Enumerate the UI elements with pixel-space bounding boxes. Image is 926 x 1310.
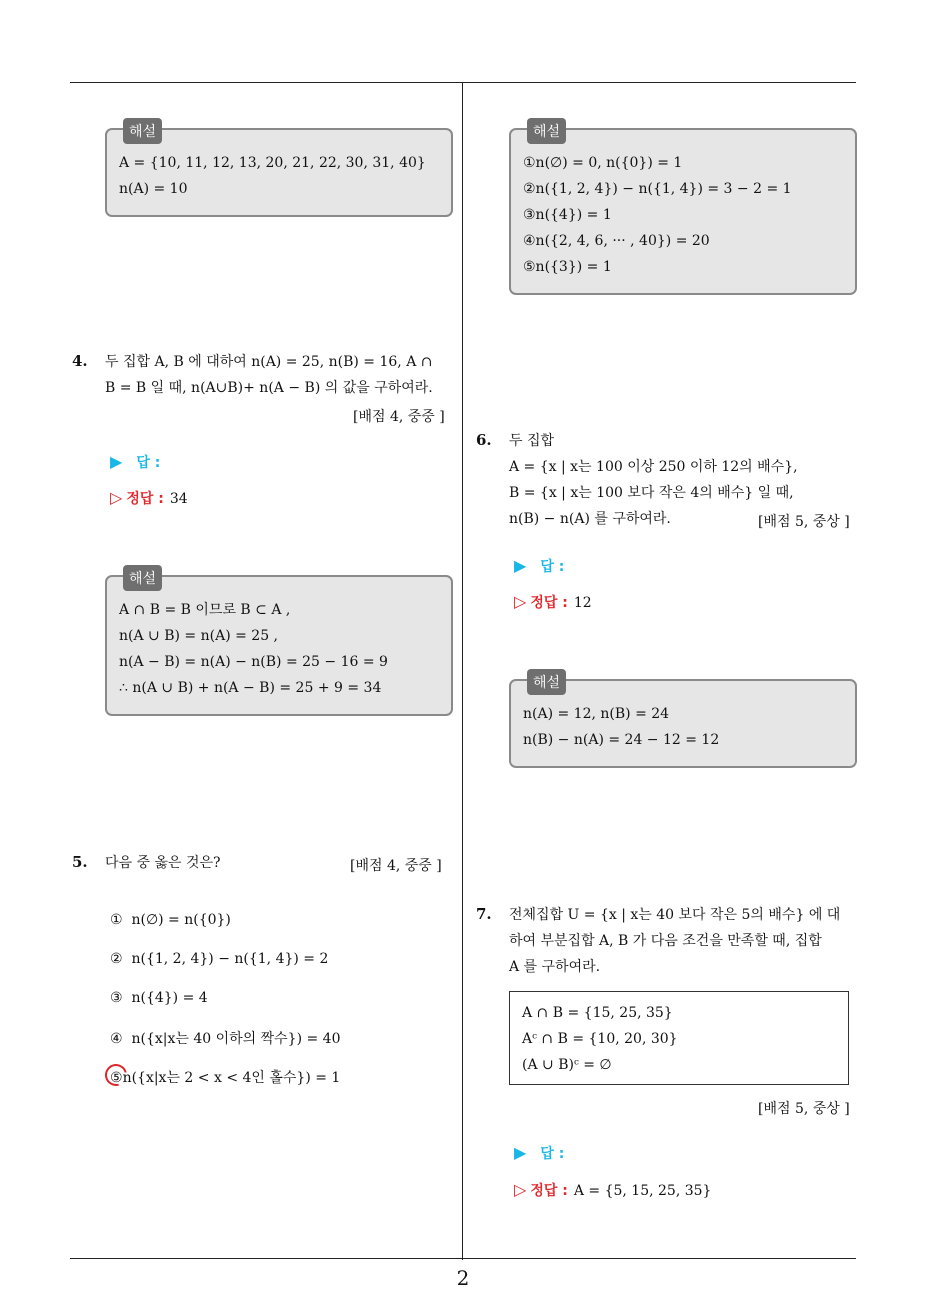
solution-line: n(A − B) = n(A) − n(B) = 25 − 16 = 9 xyxy=(119,654,388,670)
condition-box xyxy=(509,991,849,1085)
play-triangle-icon: ▶ xyxy=(514,1143,527,1162)
option-3 xyxy=(110,990,208,1006)
correct-label: 정답 : xyxy=(530,595,568,611)
play-triangle-icon: ▶ xyxy=(110,452,123,471)
option-mark: ③ xyxy=(110,990,123,1006)
question-4-meta: [배점 4, 중중 ] xyxy=(353,409,445,425)
top-rule xyxy=(70,82,856,83)
option-text: n({x|x는 2 < x < 4인 홀수}) = 1 xyxy=(122,1070,341,1086)
solution-line: n(A) = 12, n(B) = 24 xyxy=(523,706,670,722)
option-text: n(∅) = n({0}) xyxy=(131,912,231,928)
solution-line: ③n({4}) = 1 xyxy=(523,207,612,223)
question-6-correct xyxy=(514,592,592,612)
solution-line: A = {10, 11, 12, 13, 20, 21, 22, 30, 31, 40} xyxy=(119,155,426,171)
solution-box-q6 xyxy=(509,675,857,768)
question-7-meta: [배점 5, 중상 ] xyxy=(758,1101,850,1117)
question-number-4: 4. xyxy=(72,352,88,370)
question-7-answer xyxy=(514,1143,564,1163)
question-4-text: 두 집합 A, B 에 대하여 n(A) = 25, n(B) = 16, A ∩ xyxy=(105,354,433,370)
solution-line: ④n({2, 4, 6, ··· , 40}) = 20 xyxy=(523,233,710,249)
column-divider xyxy=(462,83,463,1260)
outline-triangle-icon: ▷ xyxy=(110,488,123,507)
question-6-text: n(B) − n(A) 를 구하여라. xyxy=(509,511,671,527)
solution-line: A ∩ B = B 이므로 B ⊂ A , xyxy=(119,602,291,618)
solution-box-q5 xyxy=(509,124,857,295)
question-5-text: 다음 중 옳은 것은? xyxy=(105,855,221,871)
play-triangle-icon: ▶ xyxy=(514,556,527,575)
solution-line: ⑤n({3}) = 1 xyxy=(523,259,612,275)
outline-triangle-icon: ▷ xyxy=(514,1180,527,1199)
answer-label: 답 : xyxy=(136,455,161,471)
solution-tag: 해설 xyxy=(123,565,162,591)
bottom-rule xyxy=(70,1258,856,1259)
solution-line: ②n({1, 2, 4}) − n({1, 4}) = 3 − 2 = 1 xyxy=(523,181,792,197)
question-4-answer xyxy=(110,452,160,472)
solution-tag: 해설 xyxy=(527,669,566,695)
question-6-meta: [배점 5, 중상 ] xyxy=(758,514,850,530)
solution-line: n(B) − n(A) = 24 − 12 = 12 xyxy=(523,732,720,748)
correct-value: 34 xyxy=(169,491,188,507)
option-2 xyxy=(110,951,328,967)
option-mark: ① xyxy=(110,912,123,928)
question-number-6: 6. xyxy=(476,431,492,449)
solution-box-q4 xyxy=(105,571,453,716)
question-6-text: A = {x | x는 100 이상 250 이하 12의 배수}, xyxy=(509,459,798,475)
solution-box-q3 xyxy=(105,124,453,217)
question-7-text: A 를 구하여라. xyxy=(509,959,601,975)
correct-value: A = {5, 15, 25, 35} xyxy=(573,1183,712,1199)
question-4-correct xyxy=(110,488,188,508)
option-mark: ② xyxy=(110,951,123,967)
page-number: 2 xyxy=(456,1266,470,1290)
outline-triangle-icon: ▷ xyxy=(514,592,527,611)
question-7-text: 전체집합 U = {x | x는 40 보다 작은 5의 배수} 에 대 xyxy=(509,907,841,923)
correct-value: 12 xyxy=(573,595,592,611)
question-number-5: 5. xyxy=(72,853,88,871)
option-text: n({1, 2, 4}) − n({1, 4}) = 2 xyxy=(131,951,329,967)
option-text: n({x|x는 40 이하의 짝수}) = 40 xyxy=(131,1031,341,1047)
answer-label: 답 : xyxy=(540,559,565,575)
solution-line: n(A ∪ B) = n(A) = 25 , xyxy=(119,628,278,644)
solution-line: ①n(∅) = 0, n({0}) = 1 xyxy=(523,155,683,171)
question-5-meta: [배점 4, 중중 ] xyxy=(350,858,442,874)
question-number-7: 7. xyxy=(476,905,492,923)
question-6-answer xyxy=(514,556,564,576)
option-4 xyxy=(110,1028,341,1048)
solution-line: ∴ n(A ∪ B) + n(A − B) = 25 + 9 = 34 xyxy=(119,680,382,696)
correct-label: 정답 : xyxy=(126,491,164,507)
condition-line: (A ∪ B)ᶜ = ∅ xyxy=(522,1057,612,1073)
question-6-text: B = {x | x는 100 보다 작은 4의 배수} 일 때, xyxy=(509,485,794,501)
solution-tag: 해설 xyxy=(123,118,162,144)
answer-label: 답 : xyxy=(540,1146,565,1162)
option-1 xyxy=(110,912,231,928)
correct-label: 정답 : xyxy=(530,1183,568,1199)
condition-line: Aᶜ ∩ B = {10, 20, 30} xyxy=(522,1031,678,1047)
option-mark: ④ xyxy=(110,1031,123,1047)
question-4-text: B = B 일 때, n(A∪B)+ n(A − B) 의 값을 구하여라. xyxy=(105,380,433,396)
question-7-text: 하여 부분집합 A, B 가 다음 조건을 만족할 때, 집합 xyxy=(509,933,822,949)
question-6-text: 두 집합 xyxy=(509,433,555,449)
condition-line: A ∩ B = {15, 25, 35} xyxy=(522,1005,673,1021)
solution-line: n(A) = 10 xyxy=(119,181,188,197)
option-5 xyxy=(110,1067,340,1087)
solution-tag: 해설 xyxy=(527,118,566,144)
option-mark: ⑤ xyxy=(110,1070,123,1086)
question-7-correct xyxy=(514,1180,711,1200)
option-text: n({4}) = 4 xyxy=(131,990,208,1006)
